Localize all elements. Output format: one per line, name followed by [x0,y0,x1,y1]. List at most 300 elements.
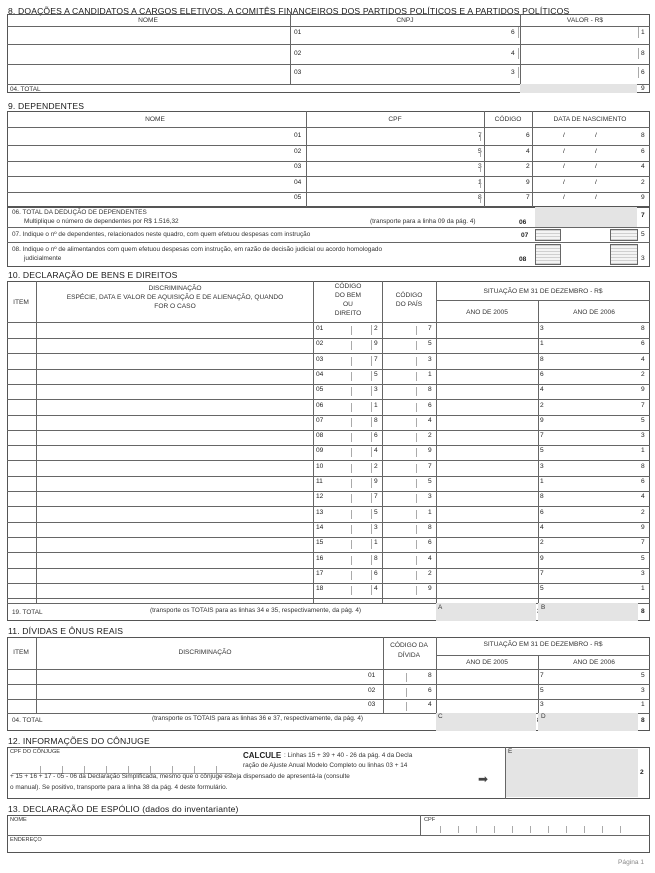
column-header-situation: SITUAÇÃO EM 31 DE DEZEMBRO - R$ [483,641,603,648]
digit-box [518,67,519,78]
year-2005-digit: 5 [540,686,544,694]
table-row-rule [7,161,650,162]
year-2006-digit: 7 [641,539,645,547]
digit-box [416,341,417,350]
digit-box [416,510,417,519]
digit-tick [150,766,151,773]
year-2005-digit: 8 [540,493,544,501]
table-row-rule [7,568,650,569]
column-header-year-2005: ANO DE 2005 [466,659,508,666]
row-number: 03 [368,701,376,708]
digit-box [351,372,352,381]
date-separator: / [595,163,597,170]
line-08-digit: 3 [641,255,645,262]
year-2005-digit: 3 [540,325,544,332]
table-row-rule [7,399,650,400]
digit-box [416,372,417,381]
column-header-asset-code: CÓDIGO [334,283,362,290]
digit-box [638,67,639,78]
cpf-check-digit: 5 [478,147,482,155]
line-06-transport-note: (transporte para a linha 09 da pág. 4) [370,218,476,225]
header-rule [7,127,650,128]
country-code-digit: 5 [428,340,432,348]
code-digit: 6 [526,132,530,139]
digit-box [416,464,417,473]
digit-box [416,479,417,488]
line-06-digit: 7 [641,212,645,219]
year-2006-digit: 5 [641,554,645,562]
table-row-rule [7,552,650,553]
column-divider [382,281,383,603]
table-row-rule [7,369,650,370]
year-2006-digit: 5 [641,416,645,424]
row-check-digit: 3 [511,69,515,76]
digit-box [638,27,639,38]
year-2006-digit: 7 [641,401,645,409]
year-2006-digit: 1 [641,447,645,455]
digit-box [371,493,372,503]
digit-box [371,432,372,442]
row-number: 08 [316,432,324,440]
digit-box [371,478,372,488]
table-row-rule [7,353,650,354]
country-code-digit: 3 [428,355,432,363]
dependents-table [7,111,650,207]
digit-box [351,525,352,534]
row-number: 03 [316,355,324,363]
column-header-description-detail: ESPÉCIE, DATA E VALOR DE AQUISIÇÃO E DE ALIENAÇÃO, QUANDO [66,294,284,301]
column-header-situation: SITUAÇÃO EM 31 DE DEZEMBRO - R$ [483,288,603,295]
row-number: 16 [316,554,324,562]
total-transport-note: (transporte os TOTAIS para as linhas 36 e 37, respectivamente, da pág. 4) [152,715,364,722]
digit-box [416,326,417,335]
cpf-check-digit: 1 [478,178,482,186]
year-2006-digit: 9 [641,523,645,531]
country-code-digit: 1 [428,370,432,378]
asset-code-digit: 8 [374,416,378,424]
debt-code-digit: 8 [428,672,432,679]
digit-box [371,325,372,335]
total-e-field [505,749,638,797]
table-row-rule [7,176,650,177]
digit-box [351,556,352,565]
digit-box [351,403,352,412]
year-2006-digit: 3 [641,432,645,440]
digit-tick [566,826,567,833]
row-number: 02 [294,147,302,155]
row-number: 14 [316,523,324,531]
digit-box [351,341,352,350]
country-code-digit: 1 [428,508,432,516]
line-07-hatched-field [610,229,638,241]
year-2005-digit: 9 [540,416,544,424]
calculate-text: o manual). Se positivo, transporte para a linha 38 da pág. 4 deste formulário. [10,784,228,791]
row-number: 01 [294,132,302,139]
column-header-name: NOME [138,17,158,24]
asset-code-digit: 9 [374,340,378,348]
total-e-letter: E [508,748,513,755]
calculate-text: : Linhas 15 + 39 + 40 - 26 da pág. 4 da Decla [284,752,413,759]
executor-address-label: ENDEREÇO [10,837,42,843]
total-e-digit: 2 [640,769,644,776]
table-row-rule [7,460,650,461]
row-number: 11 [316,478,323,485]
debt-code-digit: 6 [428,686,432,694]
date-separator: / [563,147,565,155]
table-row-rule [7,384,650,385]
total-d-digit: 8 [641,717,645,724]
column-header-cpf: CPF [388,116,402,123]
digit-box [351,510,352,519]
header-rule [436,655,650,656]
date-digit: 4 [641,163,645,170]
year-2006-digit: 1 [641,701,645,708]
column-header-name: NOME [145,116,165,123]
row-number: 06 [316,401,324,409]
code-digit: 2 [526,163,530,170]
asset-code-digit: 3 [374,523,378,531]
year-2005-digit: 3 [540,701,544,708]
digit-box [406,702,407,711]
table-row-rule [7,476,650,477]
column-divider [313,281,314,603]
date-separator: / [563,163,565,170]
date-separator: / [563,132,565,139]
digit-box [371,463,372,473]
table-row-rule [7,684,650,685]
total-c-field [436,713,536,731]
row-number: 02 [316,340,324,348]
digit-box [351,540,352,549]
digit-box [351,448,352,457]
row-number: 07 [316,416,324,424]
column-header-birthdate: DATA DE NASCIMENTO [553,116,627,123]
row-value-digit: 1 [641,29,645,36]
column-header-value: VALOR - R$ [566,17,604,24]
digit-tick [548,826,549,833]
digit-tick [620,826,621,833]
digit-tick [40,766,41,773]
line-06-instruction: Multiplique o número de dependentes por R$ 1.516,32 [24,218,179,225]
table-row-rule [7,537,650,538]
row-number: 03 [294,163,302,170]
table-row-rule [7,583,650,584]
table-row-rule [7,338,650,339]
digit-box [480,179,481,188]
total-a-letter: A [438,604,443,611]
column-header-year-2005: ANO DE 2005 [466,309,508,316]
country-code-digit: 9 [428,447,432,455]
digit-box [480,194,481,203]
digit-box [351,571,352,580]
digit-box [416,357,417,366]
column-header-description: DISCRIMINAÇÃO [178,649,232,656]
row-number: 01 [294,29,302,36]
asset-code-digit: 5 [374,508,378,516]
column-header-description: DISCRIMINAÇÃO [148,285,202,292]
digit-tick [440,826,441,833]
column-divider [36,281,37,603]
column-header-asset-code: DO BEM [334,292,361,299]
digit-box [416,448,417,457]
header-rule [7,26,650,27]
row-value-digit: 8 [641,50,645,57]
section-8-title: 8. DOAÇÕES A CANDIDATOS A CARGOS ELETIVOS, A COMITÊS FINANCEIROS DOS PARTIDOS POLÍTICOS E A PARTIDOS POLÍTICOS [8,6,570,16]
arrow-right-icon: ➡ [478,772,489,786]
code-digit: 9 [526,178,530,186]
column-header-year-2006: ANO DE 2006 [573,659,615,666]
header-rule [436,300,650,301]
column-divider [420,815,421,835]
column-header-item: ITEM [13,299,29,306]
year-2005-digit: 2 [540,401,544,409]
digit-tick [128,766,129,773]
column-divider [520,14,521,84]
digit-box [416,403,417,412]
total-b-field [538,603,638,621]
date-digit: 9 [641,194,645,201]
digit-box [371,386,372,396]
year-2006-digit: 5 [641,672,645,679]
date-separator: / [563,178,565,186]
date-separator: / [595,178,597,186]
column-header-year-2006: ANO DE 2006 [573,309,615,316]
line-06-label: 06. TOTAL DA DEDUÇÃO DE DEPENDENTES [12,209,147,216]
year-2006-digit: 3 [641,686,645,694]
digit-tick [106,766,107,773]
digit-box [371,340,372,350]
row-check-digit: 4 [511,50,515,57]
country-code-digit: 8 [428,523,432,531]
digit-tick [62,766,63,773]
digit-box [371,356,372,366]
year-2005-digit: 7 [540,432,544,440]
page-number: Página 1 [618,859,645,866]
year-2005-digit: 6 [540,370,544,378]
country-code-digit: 4 [428,554,432,562]
line-08-hatched-field [610,244,638,265]
date-separator: / [563,194,565,201]
asset-code-digit: 4 [374,585,378,593]
column-header-asset-code: OU [343,301,353,308]
digit-box [416,556,417,565]
year-2005-digit: 4 [540,386,544,394]
column-divider [538,300,539,603]
assets-table [7,281,650,621]
table-row-rule [7,506,650,507]
row-number: 02 [294,50,302,57]
row-check-digit: 6 [511,29,515,36]
year-2005-digit: 7 [540,672,544,679]
digit-box [416,433,417,442]
line-07-hatched-field [535,229,561,241]
digit-box [371,585,372,595]
total-c-letter: C [438,713,443,720]
digit-box [351,433,352,442]
row-number: 10 [316,462,324,470]
year-2005-digit: 5 [540,585,544,593]
asset-code-digit: 2 [374,462,378,470]
total-b-letter: B [541,604,546,611]
year-2005-digit: 5 [540,447,544,455]
calculate-text: + 15 + 16 + 17 - 05 - 06 da Declaração Simplificada, mesmo que o cônjuge esteja dispensado de apresentá-la (consulte [10,773,350,780]
date-digit: 6 [641,147,645,155]
row-number: 15 [316,539,324,547]
row-number: 01 [368,672,376,679]
asset-code-digit: 8 [374,554,378,562]
row-number: 09 [316,447,324,455]
year-2005-digit: 7 [540,569,544,577]
digit-box [480,148,481,157]
country-code-digit: 3 [428,493,432,501]
total-b-digit: 8 [641,608,645,615]
year-2006-digit: 8 [641,462,645,470]
digit-box [351,479,352,488]
code-digit: 7 [526,194,530,201]
code-digit: 4 [526,147,530,155]
section-12-title: 12. INFORMAÇÕES DO CÔNJUGE [8,736,150,746]
digit-box [371,509,372,519]
estate-info-box [7,815,650,853]
country-code-digit: 6 [428,401,432,409]
date-digit: 8 [641,132,645,139]
year-2006-digit: 8 [641,325,645,332]
asset-code-digit: 1 [374,539,378,547]
country-code-digit: 8 [428,386,432,394]
asset-code-digit: 7 [374,493,378,501]
asset-code-digit: 9 [374,478,378,485]
line-06-shaded-field [535,207,637,227]
digit-box [351,586,352,595]
row-number: 17 [316,569,324,577]
table-row-rule [7,44,650,45]
country-code-digit: 7 [428,462,432,470]
digit-box [416,540,417,549]
line-08-hatched-field [535,244,561,265]
table-row-rule [7,430,650,431]
cpf-check-digit: 8 [478,194,482,201]
row-number: 01 [316,325,324,332]
asset-code-digit: 3 [374,386,378,394]
row-number: 04 [294,178,302,186]
line-08-label: 08. Indique o nº de alimentandos com quem efetuou despesas com instrução, em razão de decisão judicial ou acordo homologado [12,246,383,253]
table-row-rule [7,491,650,492]
section-10-title: 10. DECLARAÇÃO DE BENS E DIREITOS [8,270,178,280]
date-separator: / [595,132,597,139]
cpf-check-digit: 7 [478,132,482,139]
date-separator: / [595,147,597,155]
year-2006-digit: 4 [641,493,645,501]
row-number: 05 [316,386,324,394]
digit-tick [172,766,173,773]
year-2005-digit: 6 [540,508,544,516]
year-2005-digit: 8 [540,355,544,363]
row-value-digit: 6 [641,69,645,76]
spouse-cpf-label: CPF DO CÔNJUGE [10,749,61,755]
column-header-debt-code: DÍVIDA [398,652,420,659]
year-2006-digit: 3 [641,569,645,577]
total-a-field [436,603,536,621]
digit-tick [512,826,513,833]
calculate-label: CALCULE [243,751,282,760]
total-label: 04. TOTAL [12,717,43,724]
country-code-digit: 2 [428,432,432,440]
country-code-digit: 2 [428,569,432,577]
digit-box [371,417,372,427]
year-2006-digit: 6 [641,340,645,348]
column-header-debt-code: CÓDIGO DA [390,642,428,649]
year-2005-digit: 9 [540,554,544,562]
digit-tick [216,766,217,773]
row-number: 05 [294,194,302,201]
row-number: 03 [294,69,302,76]
digit-box [416,525,417,534]
line-08-code: 08 [519,256,527,263]
digit-box [638,48,639,59]
digit-box [416,494,417,503]
asset-code-digit: 6 [374,432,378,440]
digit-box [371,402,372,412]
digit-box [480,132,481,141]
rule [7,242,650,243]
digit-box [371,570,372,580]
table-row-rule [7,145,650,146]
year-2005-digit: 1 [540,340,544,348]
column-divider [505,747,506,799]
asset-code-digit: 2 [374,325,378,332]
rule [7,835,650,836]
table-row-rule [7,415,650,416]
debt-code-digit: 4 [428,701,432,708]
digit-tick [602,826,603,833]
country-code-digit: 4 [428,416,432,424]
year-2005-digit: 4 [540,523,544,531]
total-shaded-field [520,84,637,93]
digit-box [480,163,481,172]
year-2006-digit: 2 [641,370,645,378]
table-row-rule [7,192,650,193]
header-rule [7,669,650,670]
executor-cpf-label: CPF [424,817,436,823]
column-header-item: ITEM [13,649,29,656]
rule [7,227,650,228]
digit-box [518,48,519,59]
year-2006-digit: 4 [641,355,645,363]
table-row-rule [7,64,650,65]
year-2005-digit: 3 [540,462,544,470]
country-code-digit: 5 [428,478,432,485]
asset-code-digit: 6 [374,569,378,577]
digit-box [416,418,417,427]
row-number: 13 [316,508,324,516]
column-header-country-code: CÓDIGO [395,292,423,299]
section-13-title: 13. DECLARAÇÃO DE ESPÓLIO (dados do inventariante) [8,804,239,814]
asset-code-digit: 5 [374,370,378,378]
total-transport-note: (transporte os TOTAIS para as linhas 34 e 35, respectivamente, da pág. 4) [150,607,362,614]
total-digit: 9 [641,85,645,92]
year-2006-digit: 9 [641,386,645,394]
total-d-letter: D [541,713,546,720]
table-row-rule [7,699,650,700]
digit-tick [194,766,195,773]
total-label: 19. TOTAL [12,609,43,616]
digit-tick [494,826,495,833]
line-06-code: 06 [519,219,527,226]
asset-code-digit: 4 [374,447,378,455]
digit-tick [530,826,531,833]
line-07-label: 07. Indique o nº de dependentes, relacionados neste quadro, com quem efetuou despesas com instrução [12,231,311,238]
digit-box [406,673,407,682]
